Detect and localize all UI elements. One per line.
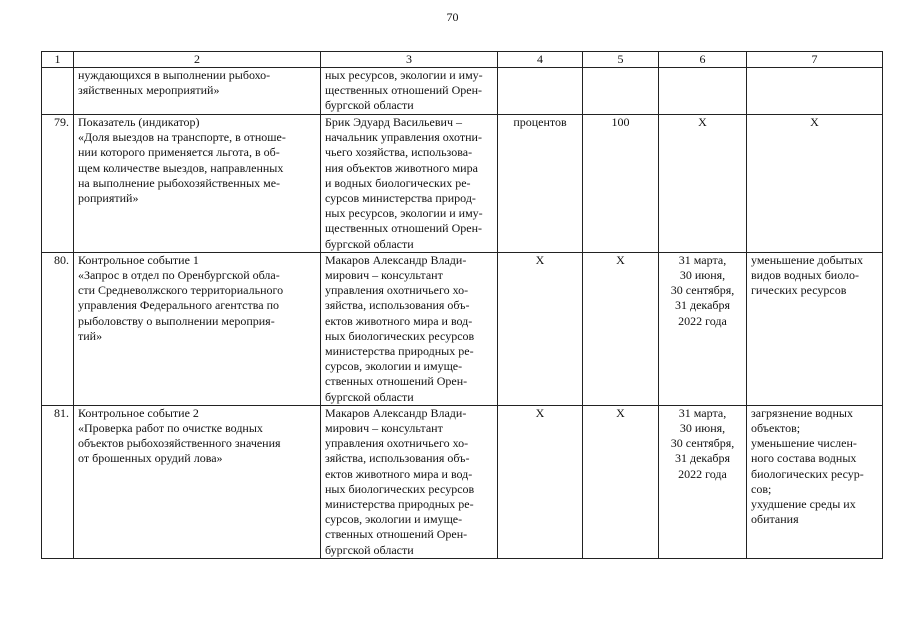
column-header: 4 [498,52,583,68]
table-row [42,252,883,405]
row-risks: загрязнение водных объектов; уменьшение числен- ного состава водных биологических ресур- сов; ухудшение среды их обитания [747,405,883,558]
row-dates: Х [659,115,747,253]
row-responsible: ных ресурсов, экологии и иму- щественных отношений Орен- бургской области [321,68,498,115]
table-row [42,68,883,115]
row-value: 100 [583,115,659,253]
page-number: 70 [446,10,459,24]
row-dates [659,68,747,115]
row-risks: уменьшение добытых видов водных биоло- гических ресурсов [747,252,883,405]
row-name: Контрольное событие 2 «Проверка работ по очистке водных объектов рыбохозяйственного значения от брошенных орудий лова» [74,405,321,558]
row-number: 81. [42,405,74,558]
table-row [42,405,883,558]
row-value [583,68,659,115]
row-unit [498,68,583,115]
row-name: Контрольное событие 1 «Запрос в отдел по Оренбургской обла- сти Средневолжского территориального управления Федерального агентства по рыболовству о выполнении мероприя- тий» [74,252,321,405]
row-number [42,68,74,115]
row-dates: 31 марта, 30 июня, 30 сентября, 31 декабря 2022 года [659,252,747,405]
row-unit: Х [498,252,583,405]
row-number: 79. [42,115,74,253]
column-header: 5 [583,52,659,68]
table-header-row [42,52,883,68]
row-responsible: Макаров Александр Влади- мирович – консультант управления охотничьего хо- зяйства, использования объ- ектов животного мира и вод- ных биологических ресурсов министерства природных ре- сурсов, экологии и имуще- ственных отношений Орен- бургской области [321,405,498,558]
row-responsible: Брик Эдуард Васильевич – начальник управления охотни- чьего хозяйства, использова- ния объектов животного мира и водных биологических ре- сурсов министерства природ- ных ресурсов, экологии и иму- щественных отношений Орен- бургской области [321,115,498,253]
column-header: 7 [747,52,883,68]
events-table [41,51,883,559]
row-responsible: Макаров Александр Влади- мирович – консультант управления охотничьего хо- зяйства, использования объ- ектов животного мира и вод- ных биологических ресурсов министерства природных ре- сурсов, экологии и имуще- ственных отношений Орен- бургской области [321,252,498,405]
row-risks [747,68,883,115]
row-unit: Х [498,405,583,558]
column-header: 2 [74,52,321,68]
column-header: 6 [659,52,747,68]
row-name: нуждающихся в выполнении рыбохо- зяйственных мероприятий» [74,68,321,115]
row-value: Х [583,252,659,405]
row-name: Показатель (индикатор) «Доля выездов на транспорте, в отноше- нии которого применяется льгота, в об- щем количестве выездов, направленных на выполнение рыбохозяйственных ме- роприятий» [74,115,321,253]
column-header: 3 [321,52,498,68]
row-number: 80. [42,252,74,405]
row-dates: 31 марта, 30 июня, 30 сентября, 31 декабря 2022 года [659,405,747,558]
row-risks: Х [747,115,883,253]
column-header: 1 [42,52,74,68]
row-value: Х [583,405,659,558]
row-unit: процентов [498,115,583,253]
table-row [42,115,883,253]
